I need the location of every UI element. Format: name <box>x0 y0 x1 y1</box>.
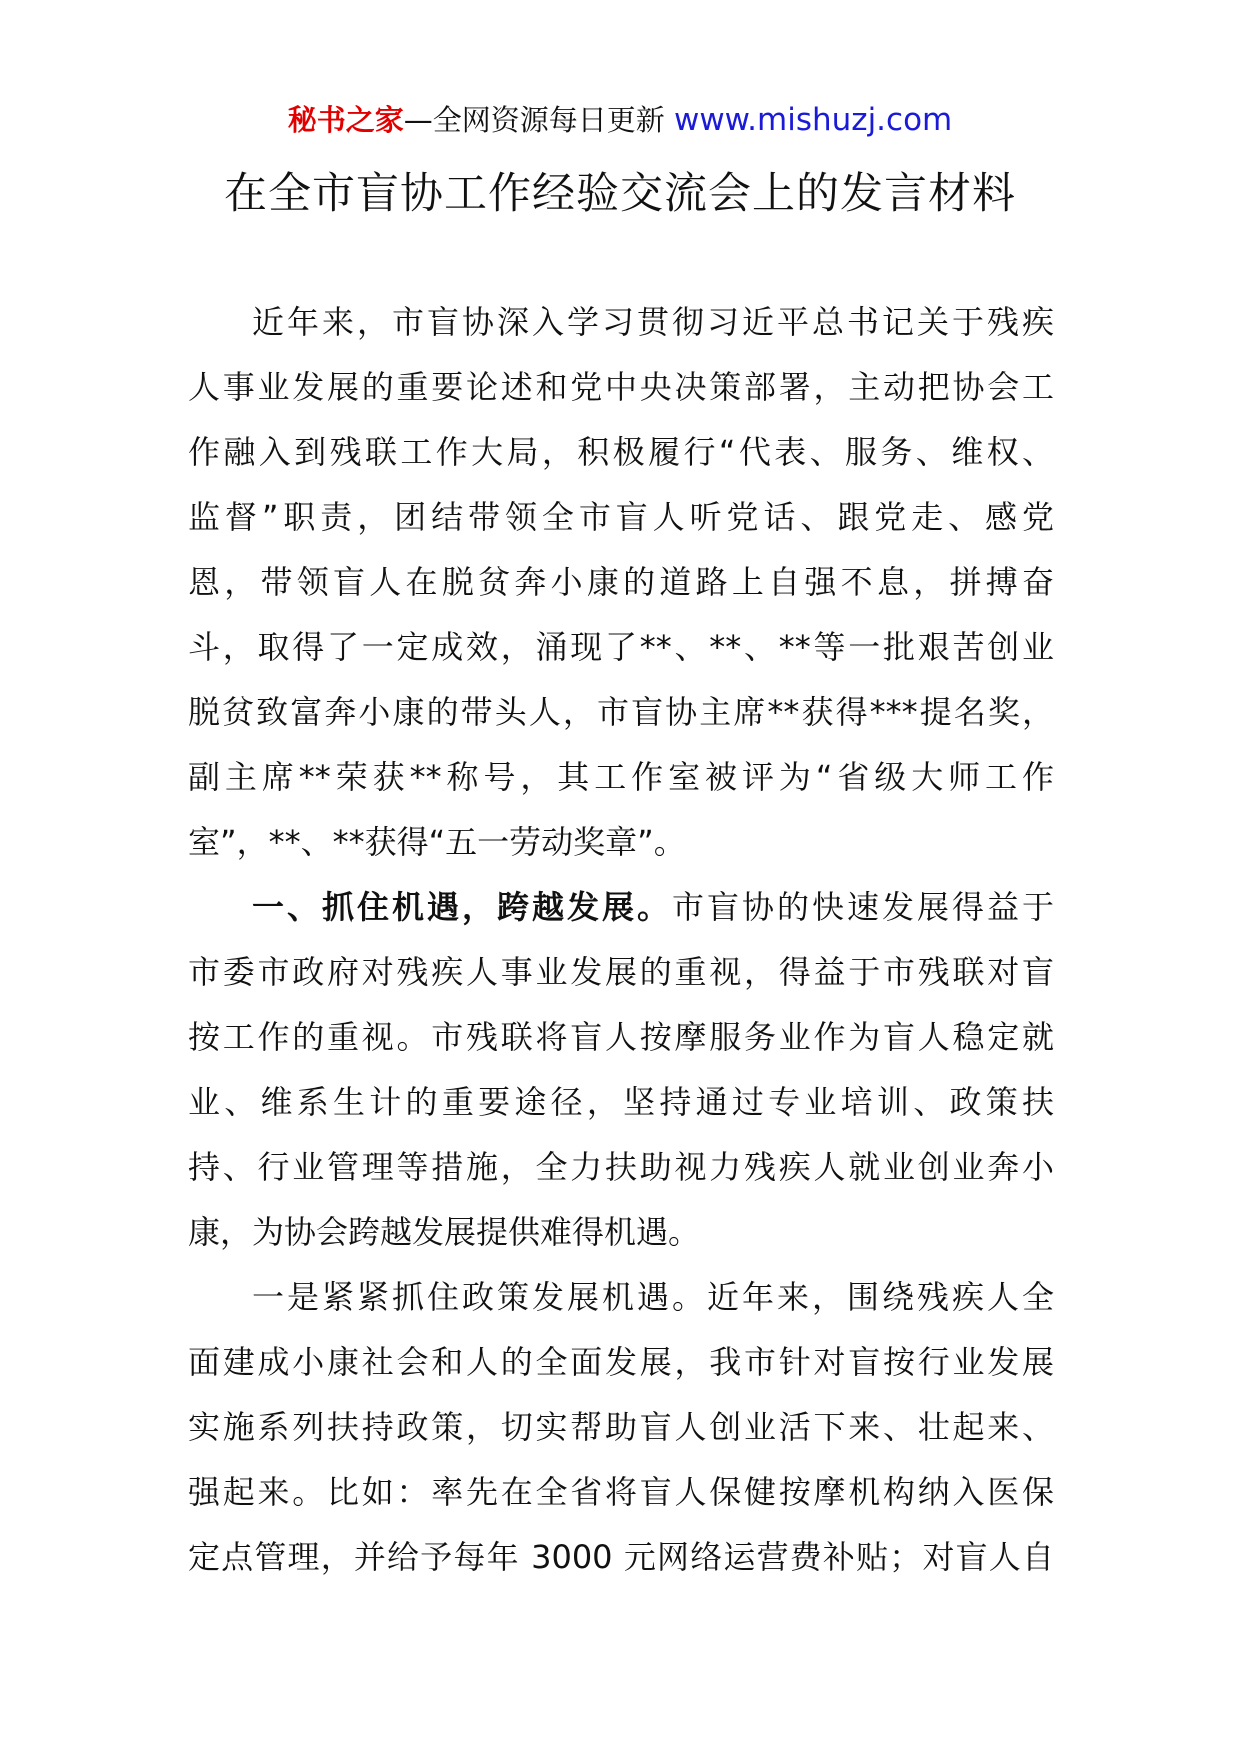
paragraph-line: 业、维系生计的重要途径，坚持通过专业培训、政策扶 <box>188 1083 1054 1121</box>
paragraph-line: 作融入到残联工作大局，积极履行“代表、服务、维权、 <box>188 433 1054 471</box>
paragraph-line: 一是紧紧抓住政策发展机遇。近年来，围绕残疾人全 <box>252 1278 1054 1316</box>
document-title: 在全市盲协工作经验交流会上的发言材料 <box>224 169 1016 219</box>
paragraph-line: 脱贫致富奔小康的带头人，市盲协主席**获得***提名奖， <box>188 693 1054 731</box>
paragraph-line: 室”，**、**获得“五一劳动奖章”。 <box>188 823 686 861</box>
section-lead-text: 市盲协的快速发展得益于 <box>671 888 1054 926</box>
paragraph-line: 按工作的重视。市残联将盲人按摩服务业作为盲人稳定就 <box>188 1018 1054 1056</box>
paragraph-line: 近年来，市盲协深入学习贯彻习近平总书记关于残疾 <box>252 303 1054 341</box>
paragraph-line: 恩，带领盲人在脱贫奔小康的道路上自强不息，拼搏奋 <box>188 563 1054 601</box>
paragraph-line: 康，为协会跨越发展提供难得机遇。 <box>188 1213 701 1251</box>
header-tagline: —全网资源每日更新 <box>403 103 674 137</box>
section-heading: 一、抓住机遇，跨越发展。 <box>252 888 672 926</box>
paragraph-line: 实施系列扶持政策，切实帮助盲人创业活下来、壮起来、 <box>188 1408 1054 1446</box>
paragraph-line: 市委市政府对残疾人事业发展的重视，得益于市残联对盲 <box>188 953 1054 991</box>
paragraph-line: 人事业发展的重要论述和党中央决策部署，主动把协会工 <box>188 368 1054 406</box>
watermark-header <box>0 100 1240 140</box>
paragraph-line: 面建成小康社会和人的全面发展，我市针对盲按行业发展 <box>188 1343 1054 1381</box>
paragraph-line: 监督”职责，团结带领全市盲人听党话、跟党走、感党 <box>188 498 1054 536</box>
site-link[interactable]: www.mishuzj.com <box>673 102 953 138</box>
document-body <box>188 290 1054 1590</box>
paragraph-line: 持、行业管理等措施，全力扶助视力残疾人就业创业奔小 <box>188 1148 1054 1186</box>
brand-name: 秘书之家 <box>287 103 404 137</box>
paragraph-line: 强起来。比如：率先在全省将盲人保健按摩机构纳入医保 <box>188 1473 1054 1511</box>
paragraph-line: 副主席**荣获**称号，其工作室被评为“省级大师工作 <box>188 758 1054 796</box>
paragraph-line: 定点管理，并给予每年 3000 元网络运营费补贴；对盲人自 <box>188 1538 1054 1576</box>
paragraph-line: 斗，取得了一定成效，涌现了**、**、**等一批艰苦创业 <box>188 628 1054 666</box>
section-heading-line <box>188 875 1054 940</box>
